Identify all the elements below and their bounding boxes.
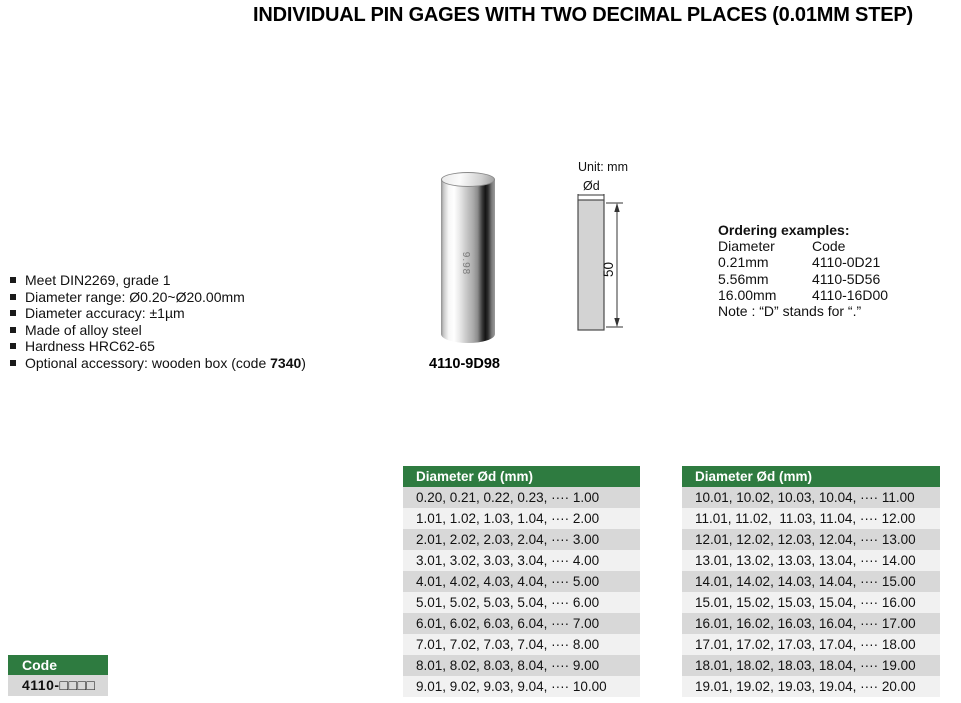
page-title: INDIVIDUAL PIN GAGES WITH TWO DECIMAL PLACES (0.01MM STEP) [253,4,913,26]
feature-item [8,272,398,289]
bullet-square-icon [10,360,16,366]
feature-item [8,289,398,306]
table-row: 11.01, 11.02, 11.03, 11.04, ···· 12.00 [682,508,940,529]
table-row: 1.01, 1.02, 1.03, 1.04, ···· 2.00 [403,508,640,529]
bullet-square-icon [10,294,16,300]
bullet-square-icon [10,310,16,316]
feature-text: Diameter range: Ø0.20~Ø20.00mm [25,288,245,305]
ordering-row [718,287,958,303]
pin-marking: 9.98 [460,251,472,276]
feature-text: Hardness HRC62-65 [25,338,155,355]
table-header: Diameter Ød (mm) [403,466,640,487]
pin-gage-photo [440,172,496,346]
ordering-code: 4110-16D00 [812,286,889,303]
diameter-dimension-line [578,194,604,200]
table-row: 16.01, 16.02, 16.03, 16.04, ···· 17.00 [682,613,940,634]
table-row: 0.20, 0.21, 0.22, 0.23, ···· 1.00 [403,487,640,508]
ordering-examples [718,222,958,319]
ordering-note: Note : “D” stands for “.” [718,303,862,320]
bullet-square-icon [10,327,16,333]
table-row: 7.01, 7.02, 7.03, 7.04, ···· 8.00 [403,634,640,655]
table-row: 17.01, 17.02, 17.03, 17.04, ···· 18.00 [682,634,940,655]
pin-caption: 4110-9D98 [429,356,500,372]
unit-label: Unit: mm [578,160,628,174]
ordering-diameter: 0.21mm [718,254,769,271]
table-row: 12.01, 12.02, 12.03, 12.04, ···· 13.00 [682,529,940,550]
ordering-title: Ordering examples: [718,222,850,238]
feature-item [8,322,398,339]
diameter-label: Ød [583,179,600,193]
table-row: 18.01, 18.02, 18.03, 18.04, ···· 19.00 [682,655,940,676]
diameter-table-right [682,466,940,697]
table-row: 10.01, 10.02, 10.03, 10.04, ···· 11.00 [682,487,940,508]
code-value: 4110-□□□□ [8,675,108,696]
feature-text: Diameter accuracy: ±1µm [25,305,185,322]
feature-item [8,355,398,372]
code-box [8,655,108,696]
feature-text: Optional accessory: wooden box (code 7340) [25,354,306,371]
ordering-code: 4110-5D56 [812,270,881,287]
length-label: 50 [601,261,616,277]
feature-item [8,338,398,355]
feature-text: Meet DIN2269, grade 1 [25,272,171,288]
ordering-row [718,254,958,270]
ordering-row [718,271,958,287]
table-row: 2.01, 2.02, 2.03, 2.04, ···· 3.00 [403,529,640,550]
arrow-down-icon [614,318,619,327]
table-row: 6.01, 6.02, 6.03, 6.04, ···· 7.00 [403,613,640,634]
ordering-header-row [718,238,958,254]
pin-top-face [441,172,495,187]
ordering-col-diameter: Diameter [718,238,775,255]
table-row: 14.01, 14.02, 14.03, 14.04, ···· 15.00 [682,571,940,592]
table-row: 3.01, 3.02, 3.03, 3.04, ···· 4.00 [403,550,640,571]
table-row: 8.01, 8.02, 8.03, 8.04, ···· 9.00 [403,655,640,676]
bullet-square-icon [10,343,16,349]
ordering-code: 4110-0D21 [812,254,881,271]
bullet-square-icon [10,277,16,283]
arrow-up-icon [614,203,619,212]
feature-item [8,305,398,322]
table-row: 13.01, 13.02, 13.03, 13.04, ···· 14.00 [682,550,940,571]
table-row: 19.01, 19.02, 19.03, 19.04, ···· 20.00 [682,676,940,697]
table-header: Diameter Ød (mm) [682,466,940,487]
ordering-diameter: 5.56mm [718,270,769,287]
table-row: 15.01, 15.02, 15.03, 15.04, ···· 16.00 [682,592,940,613]
feature-list [8,272,398,372]
ordering-diameter: 16.00mm [718,286,777,303]
diameter-table-left [403,466,640,697]
table-row: 4.01, 4.02, 4.03, 4.04, ···· 5.00 [403,571,640,592]
feature-text: Made of alloy steel [25,321,142,338]
table-row: 9.01, 9.02, 9.03, 9.04, ···· 10.00 [403,676,640,697]
ordering-col-code: Code [812,238,846,255]
table-row: 5.01, 5.02, 5.03, 5.04, ···· 6.00 [403,592,640,613]
code-header: Code [8,655,108,675]
dimension-drawing [555,155,647,347]
